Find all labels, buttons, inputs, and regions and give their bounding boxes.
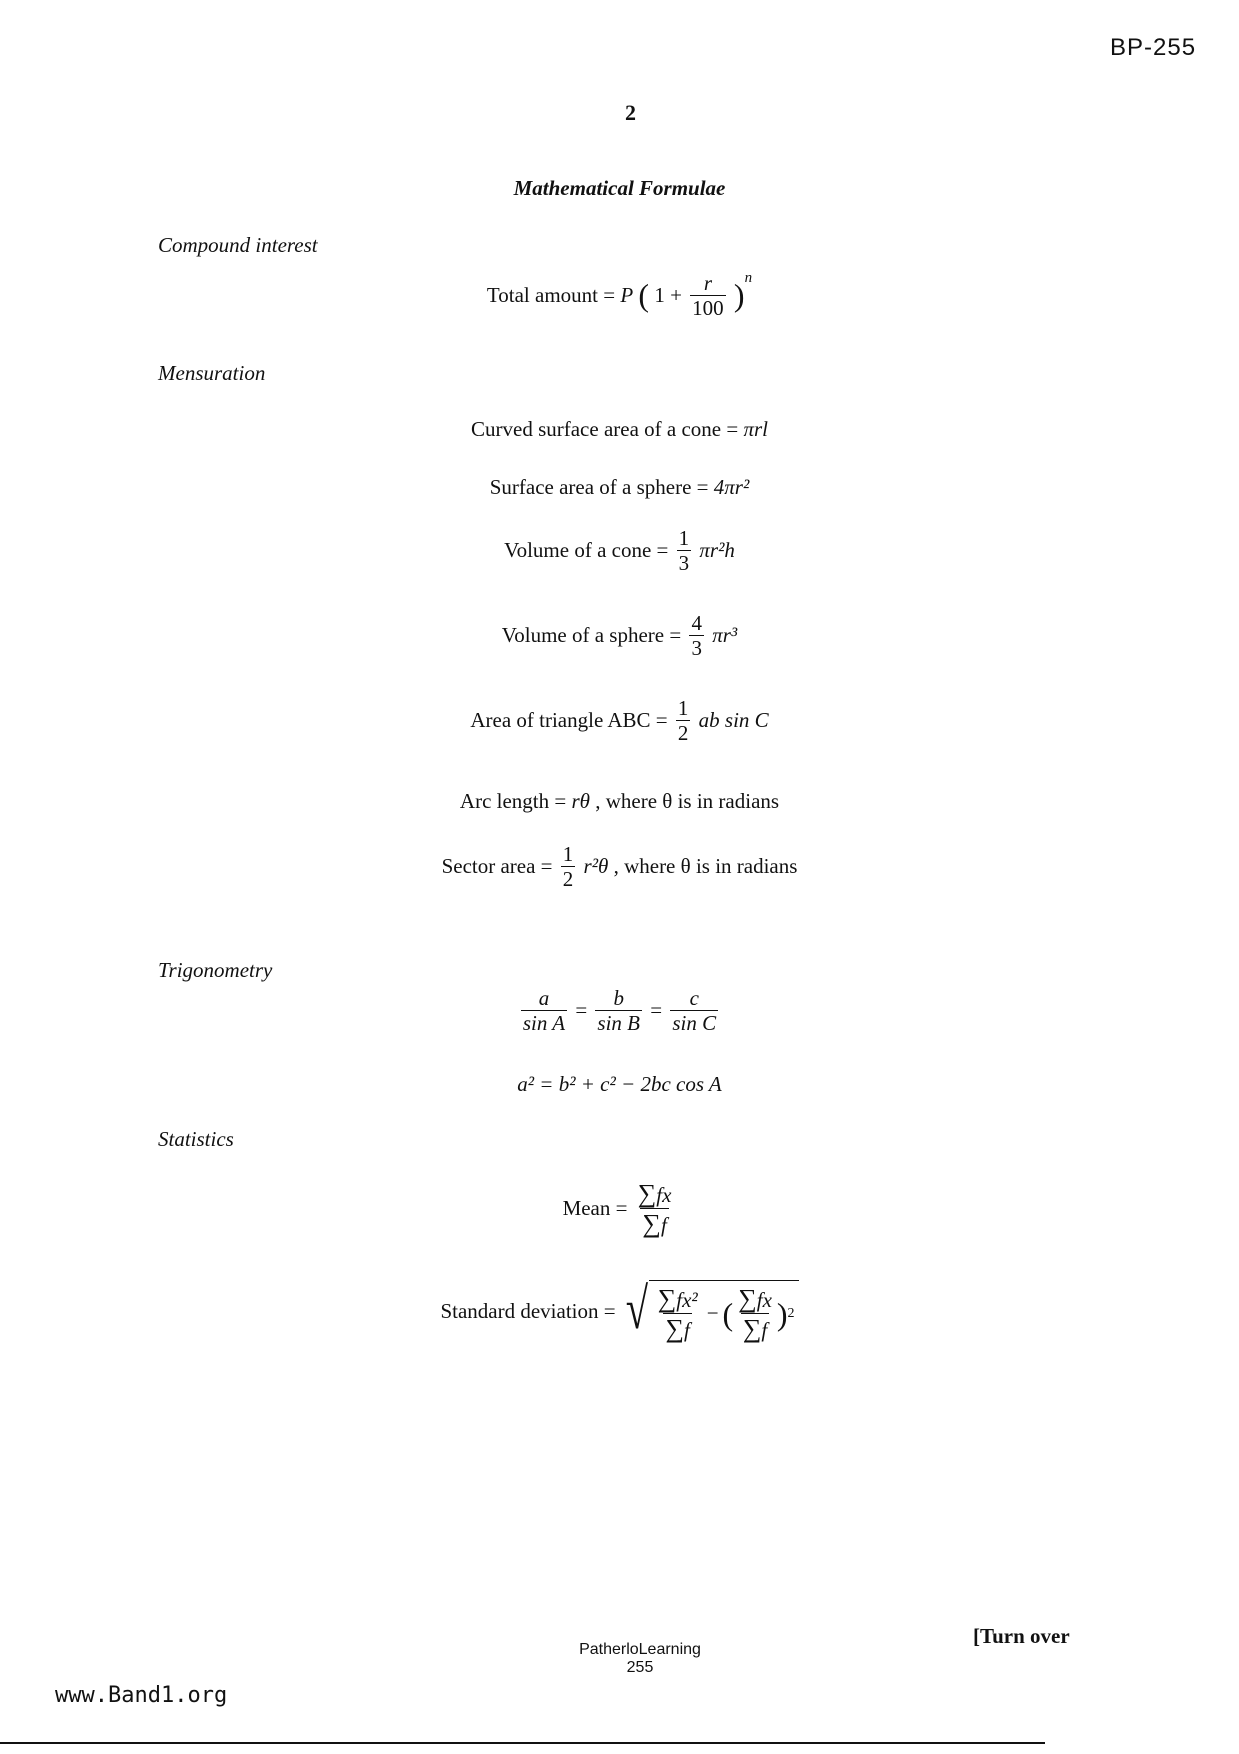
- equals-sign: =: [603, 282, 616, 307]
- paper-code: BP-255: [1110, 34, 1197, 61]
- page-number: 2: [625, 100, 636, 125]
- publisher-name: PatherloLearning: [579, 1641, 701, 1658]
- website-watermark: www.Band1.org: [55, 1683, 228, 1708]
- formula-cone-surface: Curved surface area of a cone = πrl: [471, 416, 768, 441]
- square-root: √ $\frac{\text{∑fx²}}{\sum f}$ − ( $\frac{\sum fx}{\sum f}$ ) 2: [621, 1280, 799, 1343]
- formula-arc-length: Arc length = rθ , where θ is in radians: [459, 788, 780, 813]
- formula-cosine-rule: a² = b² + c² − 2bc cos A: [517, 1072, 722, 1096]
- formula-cone-volume: Volume of a cone = $\frac{1}{3}$ πr²h: [504, 526, 735, 576]
- rate-fraction: $\frac{r}{100}$: [692, 270, 724, 320]
- formula-sphere-volume: Volume of a sphere = $\frac{4}{3}$ πr³: [501, 611, 738, 661]
- formula-standard-deviation: Standard deviation = √ $\frac{\text{∑fx²}}{\sum f}$ − ( $\frac{\sum fx}{\sum f}$ ) 2: [0, 1280, 1239, 1343]
- formula-sphere-surface: Surface area of a sphere = 4πr²: [489, 474, 750, 499]
- section-compound-interest: Compound interest: [158, 233, 318, 257]
- exponent-n: n: [744, 270, 753, 286]
- page-title: Mathematical Formulae: [513, 176, 726, 200]
- publisher-code: 255: [626, 1658, 654, 1676]
- publisher-footer: [540, 1641, 740, 1676]
- total-amount-label: Total amount: [486, 282, 598, 307]
- turn-over-note: [Turn over: [973, 1624, 1070, 1648]
- section-trigonometry: Trigonometry: [158, 958, 273, 982]
- section-mensuration: Mensuration: [158, 361, 266, 385]
- formula-sine-rule: $\frac{a}{\text{sin A}}$ = $\frac{b}{\text{sin B}}$ = $\frac{c}{\text{sin C}}$: [522, 986, 717, 1036]
- formula-sector-area: Sector area = $\frac{1}{2}$ r²θ , where θ is in radians: [441, 842, 798, 892]
- one-plus: 1 +: [654, 282, 682, 307]
- formula-triangle-area: Area of triangle ABC = $\frac{1}{2}$ ab sin C: [470, 696, 769, 746]
- formula-mean: Mean = $\frac{\sum fx}{\sum f}$: [562, 1179, 672, 1239]
- bottom-rule: [0, 1742, 1045, 1744]
- principal-symbol: P: [620, 282, 634, 307]
- formula-total-amount: Total amount = P ( 1 + $\frac{r}{100}$ )$^n$: [486, 270, 753, 320]
- section-statistics: Statistics: [158, 1127, 234, 1151]
